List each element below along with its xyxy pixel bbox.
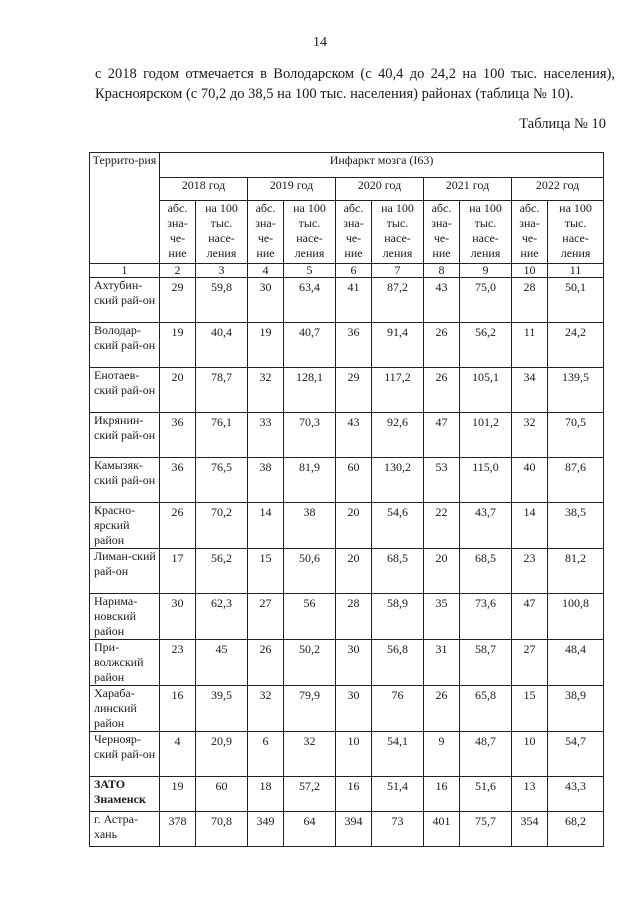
per-100k-cell: 70,3 — [284, 413, 336, 458]
abs-value-header: абс. зна-че-ние — [512, 201, 548, 264]
abs-value-cell: 27 — [512, 640, 548, 686]
per-100k-cell: 105,1 — [460, 368, 512, 413]
table-row — [90, 640, 604, 686]
territory-name-cell: г. Астра-хань — [90, 812, 160, 847]
per-100k-cell: 64 — [284, 812, 336, 847]
territory-name-cell: Красно-ярский район — [90, 503, 160, 549]
abs-value-cell: 20 — [336, 549, 372, 594]
abs-value-cell: 19 — [160, 323, 196, 368]
per-100k-cell: 92,6 — [372, 413, 424, 458]
abs-value-cell: 31 — [424, 640, 460, 686]
abs-value-cell: 35 — [424, 594, 460, 640]
intro-line-2: Красноярском (с 70,2 до 38,5 на 100 тыс. населения) районах (таблица № 10). — [95, 86, 574, 102]
per-100k-cell: 45 — [196, 640, 248, 686]
per-100k-cell: 68,5 — [372, 549, 424, 594]
per-100k-cell: 70,5 — [548, 413, 604, 458]
per-100k-cell: 78,7 — [196, 368, 248, 413]
column-number-cell: 1 — [90, 264, 160, 278]
per-100k-cell: 79,9 — [284, 686, 336, 732]
per-100k-cell: 68,5 — [460, 549, 512, 594]
abs-value-cell: 14 — [512, 503, 548, 549]
table-row — [90, 368, 604, 413]
abs-value-cell: 349 — [248, 812, 284, 847]
per-100k-cell: 56,8 — [372, 640, 424, 686]
abs-value-cell: 6 — [248, 732, 284, 777]
territory-name-cell: Володар-ский рай-он — [90, 323, 160, 368]
abs-value-cell: 53 — [424, 458, 460, 503]
per-100k-cell: 56,2 — [196, 549, 248, 594]
abs-value-cell: 10 — [336, 732, 372, 777]
abs-value-cell: 26 — [424, 323, 460, 368]
per-100k-cell: 43,3 — [548, 777, 604, 812]
per-100k-cell: 81,2 — [548, 549, 604, 594]
per-100k-header: на 100 тыс. насе-ления — [460, 201, 512, 264]
intro-paragraph — [95, 64, 615, 104]
per-100k-cell: 70,2 — [196, 503, 248, 549]
per-100k-cell: 54,7 — [548, 732, 604, 777]
abs-value-cell: 26 — [424, 686, 460, 732]
abs-value-cell: 20 — [336, 503, 372, 549]
abs-value-cell: 47 — [512, 594, 548, 640]
abs-value-cell: 14 — [248, 503, 284, 549]
abs-value-cell: 40 — [512, 458, 548, 503]
abs-value-cell: 26 — [424, 368, 460, 413]
abs-value-cell: 23 — [160, 640, 196, 686]
per-100k-cell: 38,9 — [548, 686, 604, 732]
table-row — [90, 323, 604, 368]
per-100k-header: на 100 тыс. насе-ления — [284, 201, 336, 264]
per-100k-cell: 58,9 — [372, 594, 424, 640]
group-header: Инфаркт мозга (I63) — [160, 153, 604, 178]
abs-value-cell: 43 — [424, 278, 460, 323]
per-100k-cell: 51,4 — [372, 777, 424, 812]
per-100k-cell: 50,1 — [548, 278, 604, 323]
column-number-cell: 6 — [336, 264, 372, 278]
abs-value-cell: 26 — [248, 640, 284, 686]
per-100k-cell: 76,5 — [196, 458, 248, 503]
per-100k-cell: 50,2 — [284, 640, 336, 686]
per-100k-cell: 40,4 — [196, 323, 248, 368]
territory-name-cell: Нарима-новский район — [90, 594, 160, 640]
per-100k-cell: 58,7 — [460, 640, 512, 686]
abs-value-cell: 29 — [160, 278, 196, 323]
abs-value-cell: 394 — [336, 812, 372, 847]
per-100k-cell: 81,9 — [284, 458, 336, 503]
territory-name-cell: Ахтубин-ский рай-он — [90, 278, 160, 323]
per-100k-cell: 32 — [284, 732, 336, 777]
territory-name-cell: Енотаев-ский рай-он — [90, 368, 160, 413]
page-number: 14 — [313, 35, 327, 50]
year-header: 2018 год — [160, 178, 248, 201]
abs-value-cell: 378 — [160, 812, 196, 847]
abs-value-cell: 30 — [336, 640, 372, 686]
year-header: 2021 год — [424, 178, 512, 201]
abs-value-cell: 47 — [424, 413, 460, 458]
stroke-statistics-table — [89, 152, 604, 847]
territory-name-cell: Икрянин-ский рай-он — [90, 413, 160, 458]
territory-header: Террито-рия — [90, 153, 160, 264]
column-number-cell: 10 — [512, 264, 548, 278]
abs-value-cell: 11 — [512, 323, 548, 368]
abs-value-header: абс. зна-че-ние — [248, 201, 284, 264]
per-100k-cell: 87,6 — [548, 458, 604, 503]
table-row — [90, 503, 604, 549]
per-100k-cell: 101,2 — [460, 413, 512, 458]
abs-value-cell: 13 — [512, 777, 548, 812]
abs-value-cell: 38 — [248, 458, 284, 503]
per-100k-cell: 54,6 — [372, 503, 424, 549]
abs-value-cell: 36 — [160, 413, 196, 458]
per-100k-cell: 54,1 — [372, 732, 424, 777]
per-100k-cell: 115,0 — [460, 458, 512, 503]
per-100k-header: на 100 тыс. насе-ления — [196, 201, 248, 264]
abs-value-cell: 33 — [248, 413, 284, 458]
per-100k-cell: 87,2 — [372, 278, 424, 323]
per-100k-cell: 57,2 — [284, 777, 336, 812]
year-header: 2020 год — [336, 178, 424, 201]
per-100k-cell: 76 — [372, 686, 424, 732]
abs-value-cell: 19 — [160, 777, 196, 812]
column-number-row — [90, 264, 604, 278]
abs-value-cell: 20 — [424, 549, 460, 594]
year-header: 2019 год — [248, 178, 336, 201]
column-number-cell: 7 — [372, 264, 424, 278]
abs-value-cell: 20 — [160, 368, 196, 413]
abs-value-cell: 43 — [336, 413, 372, 458]
per-100k-cell: 65,8 — [460, 686, 512, 732]
per-100k-cell: 73 — [372, 812, 424, 847]
table-row — [90, 458, 604, 503]
per-100k-cell: 56 — [284, 594, 336, 640]
per-100k-cell: 91,4 — [372, 323, 424, 368]
intro-line-1: с 2018 годом отмечается в Володарском (с 40,4 до 24,2 на 100 тыс. населения), — [95, 66, 615, 82]
abs-value-cell: 36 — [160, 458, 196, 503]
per-100k-cell: 62,3 — [196, 594, 248, 640]
table-caption: Таблица № 10 — [519, 116, 606, 132]
abs-value-cell: 32 — [248, 686, 284, 732]
abs-value-header: абс. зна-че-ние — [160, 201, 196, 264]
territory-name-cell: ЗАТО Знаменск — [90, 777, 160, 812]
table-row — [90, 278, 604, 323]
per-100k-cell: 38,5 — [548, 503, 604, 549]
abs-value-cell: 354 — [512, 812, 548, 847]
per-100k-cell: 63,4 — [284, 278, 336, 323]
per-100k-cell: 75,7 — [460, 812, 512, 847]
per-100k-cell: 128,1 — [284, 368, 336, 413]
abs-value-cell: 23 — [512, 549, 548, 594]
abs-value-cell: 10 — [512, 732, 548, 777]
table-row — [90, 777, 604, 812]
per-100k-cell: 75,0 — [460, 278, 512, 323]
abs-value-cell: 15 — [512, 686, 548, 732]
per-100k-cell: 73,6 — [460, 594, 512, 640]
column-number-cell: 2 — [160, 264, 196, 278]
per-100k-cell: 24,2 — [548, 323, 604, 368]
column-number-cell: 3 — [196, 264, 248, 278]
per-100k-cell: 40,7 — [284, 323, 336, 368]
abs-value-cell: 4 — [160, 732, 196, 777]
per-100k-cell: 48,7 — [460, 732, 512, 777]
abs-value-header: абс. зна-че-ние — [424, 201, 460, 264]
table-row — [90, 413, 604, 458]
abs-value-cell: 22 — [424, 503, 460, 549]
territory-name-cell: Чернояр-ский рай-он — [90, 732, 160, 777]
per-100k-cell: 100,8 — [548, 594, 604, 640]
per-100k-cell: 117,2 — [372, 368, 424, 413]
abs-value-cell: 30 — [248, 278, 284, 323]
year-header: 2022 год — [512, 178, 604, 201]
abs-value-cell: 29 — [336, 368, 372, 413]
per-100k-cell: 56,2 — [460, 323, 512, 368]
per-100k-cell: 59,8 — [196, 278, 248, 323]
abs-value-cell: 16 — [424, 777, 460, 812]
table-row — [90, 812, 604, 847]
per-100k-cell: 51,6 — [460, 777, 512, 812]
abs-value-cell: 27 — [248, 594, 284, 640]
table-row — [90, 686, 604, 732]
per-100k-header: на 100 тыс. насе-ления — [372, 201, 424, 264]
per-100k-cell: 39,5 — [196, 686, 248, 732]
abs-value-cell: 32 — [248, 368, 284, 413]
per-100k-cell: 139,5 — [548, 368, 604, 413]
abs-value-cell: 18 — [248, 777, 284, 812]
table-body — [90, 278, 604, 847]
per-100k-cell: 43,7 — [460, 503, 512, 549]
abs-value-cell: 28 — [512, 278, 548, 323]
territory-name-cell: Хараба-линский район — [90, 686, 160, 732]
per-100k-cell: 50,6 — [284, 549, 336, 594]
abs-value-cell: 19 — [248, 323, 284, 368]
column-number-cell: 4 — [248, 264, 284, 278]
column-number-cell: 11 — [548, 264, 604, 278]
abs-value-cell: 34 — [512, 368, 548, 413]
table-row — [90, 549, 604, 594]
per-100k-cell: 130,2 — [372, 458, 424, 503]
column-number-cell: 5 — [284, 264, 336, 278]
abs-value-cell: 16 — [160, 686, 196, 732]
territory-name-cell: При-волжский район — [90, 640, 160, 686]
abs-value-cell: 28 — [336, 594, 372, 640]
per-100k-header: на 100 тыс. насе-ления — [548, 201, 604, 264]
abs-value-cell: 9 — [424, 732, 460, 777]
abs-value-cell: 30 — [336, 686, 372, 732]
per-100k-cell: 60 — [196, 777, 248, 812]
table-row — [90, 594, 604, 640]
per-100k-cell: 38 — [284, 503, 336, 549]
abs-value-cell: 30 — [160, 594, 196, 640]
abs-value-cell: 401 — [424, 812, 460, 847]
per-100k-cell: 20,9 — [196, 732, 248, 777]
abs-value-cell: 17 — [160, 549, 196, 594]
table-row — [90, 732, 604, 777]
per-100k-cell: 76,1 — [196, 413, 248, 458]
abs-value-cell: 26 — [160, 503, 196, 549]
column-number-cell: 9 — [460, 264, 512, 278]
abs-value-cell: 15 — [248, 549, 284, 594]
per-100k-cell: 48,4 — [548, 640, 604, 686]
per-100k-cell: 70,8 — [196, 812, 248, 847]
abs-value-header: абс. зна-че-ние — [336, 201, 372, 264]
per-100k-cell: 68,2 — [548, 812, 604, 847]
abs-value-cell: 16 — [336, 777, 372, 812]
territory-name-cell: Лиман-ский рай-он — [90, 549, 160, 594]
abs-value-cell: 36 — [336, 323, 372, 368]
territory-name-cell: Камызяк-ский рай-он — [90, 458, 160, 503]
abs-value-cell: 32 — [512, 413, 548, 458]
abs-value-cell: 41 — [336, 278, 372, 323]
column-number-cell: 8 — [424, 264, 460, 278]
abs-value-cell: 60 — [336, 458, 372, 503]
